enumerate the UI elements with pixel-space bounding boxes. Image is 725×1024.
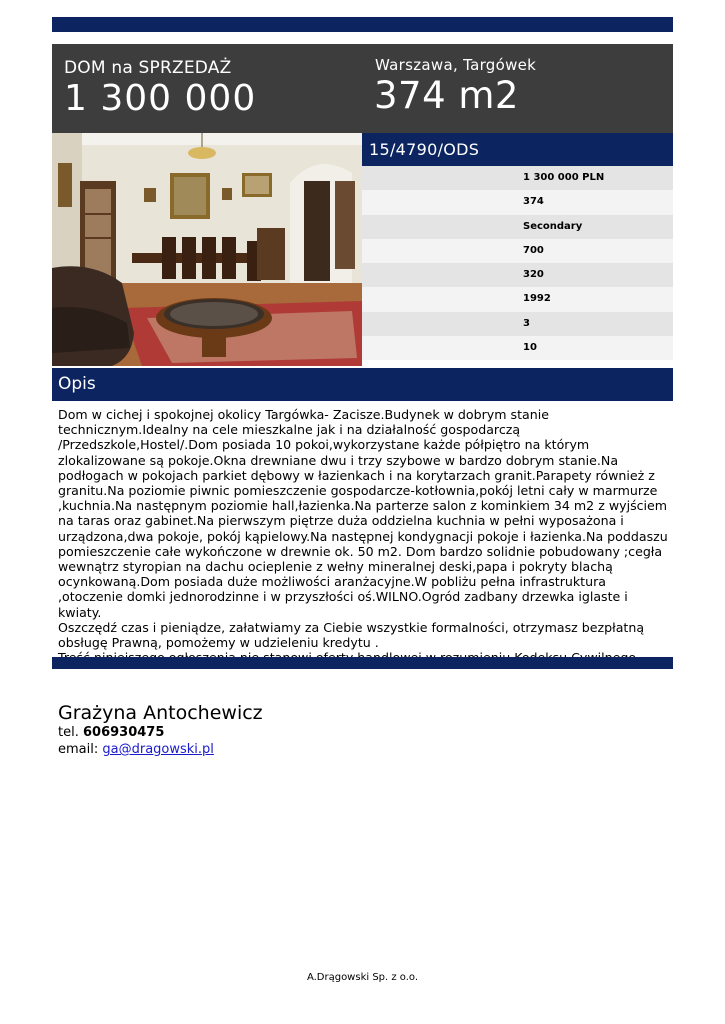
agent-phone: 606930475	[82, 725, 165, 740]
property-photo	[52, 133, 362, 366]
detail-row	[362, 336, 673, 360]
detail-row	[362, 215, 673, 239]
description-heading: Opis	[58, 374, 96, 394]
detail-row	[362, 239, 673, 263]
description-text	[58, 407, 670, 665]
description-heading-bar	[52, 368, 673, 401]
agent-contact	[58, 702, 263, 758]
detail-row	[362, 166, 673, 190]
detail-row	[362, 287, 673, 311]
agent-email-link[interactable]: ga@dragowski.pl	[102, 742, 214, 757]
agent-phone-line	[58, 724, 263, 741]
detail-row	[362, 190, 673, 214]
detail-rooms-value: 10	[523, 342, 537, 354]
company-footer: A.Drągowski Sp. z o.o.	[306, 972, 419, 983]
listing-header	[52, 44, 673, 133]
detail-area-value: 374	[523, 196, 544, 208]
phone-label: tel.	[58, 725, 79, 740]
email-label: email:	[58, 742, 99, 757]
detail-value: 320	[523, 269, 544, 281]
reference-number: 15/4790/ODS	[369, 140, 480, 159]
listing-type: DOM na SPRZEDAŻ	[64, 58, 232, 78]
detail-row	[362, 263, 673, 287]
detail-value: 3	[523, 317, 530, 329]
listing-price: 1 300 000	[64, 78, 257, 119]
bottom-accent-bar	[52, 657, 673, 669]
detail-price-value: 1 300 000 PLN	[523, 172, 605, 183]
description-paragraph: Dom w cichej i spokojnej okolicy Targówka- Zacisze.Budynek w dobrym stanie technicznym.Idealny na cele mieszkalne jak i na działalność gospodarczą /Przedszkole,Hostel/.Dom posiada 10 pokoi,wykorzystane każde półpiętro na którym zlokalizowane są pokoje.Okna drewniane dwu i trzy szybowe w bardzo dobrym stanie.Na podłogach w pokojach parkiet dębowy w łazienkach i na korytarzach granit.Parapety również z granitu.Na poziomie piwnic pomieszczenie gospodarcze-kotłownia,pokój letni cały w marmurze ,kuchnia.Na następnym poziomie hall,łazienka.Na parterze salon z kominkiem 34 m2 z wyjściem na taras oraz gabinet.Na pierwszym piętrze duża oddzielna kuchnia w pełni wyposażona i urządzona,dwa pokoje, pokój kąpielowy.Na następnej kondygnacji pokoje i łazienka.Na poddaszu pomieszczenie całe wykończone w drewnie ok. 50 m2. Dom bardzo solidnie pobudowany ;cegła wewnątrz styropian na dachu ocieplenie z wełny mineralnej deski,papa i pokryty blachą ocynkowaną.Dom posiada duże możliwości aranżacyjne.W pobliżu pełna infrastruktura ,otoczenie domki jednorodzinne i w przyszłości oś.WILNO.Ogród zadbany drzewka iglaste i kwiaty.	[58, 407, 668, 620]
listing-location: Warszawa, Targówek	[375, 56, 537, 74]
detail-year-value: 1992	[523, 293, 551, 305]
detail-row	[362, 312, 673, 336]
agent-name: Grażyna Antochewicz	[58, 702, 263, 724]
detail-market-value: Secondary	[523, 220, 583, 232]
top-accent-bar	[52, 17, 673, 32]
property-details-table	[362, 166, 673, 360]
description-paragraph: Oszczędź czas i pieniądze, załatwiamy za Ciebie wszystkie formalności, otrzymasz bezpłatną obsługę Prawną, pomożemy w udzieleniu kredytu .	[58, 619, 645, 651]
agent-email-line	[58, 741, 263, 758]
listing-area: 374 m2	[374, 74, 519, 117]
detail-value: 700	[523, 244, 544, 256]
reference-number-bar	[362, 133, 673, 166]
